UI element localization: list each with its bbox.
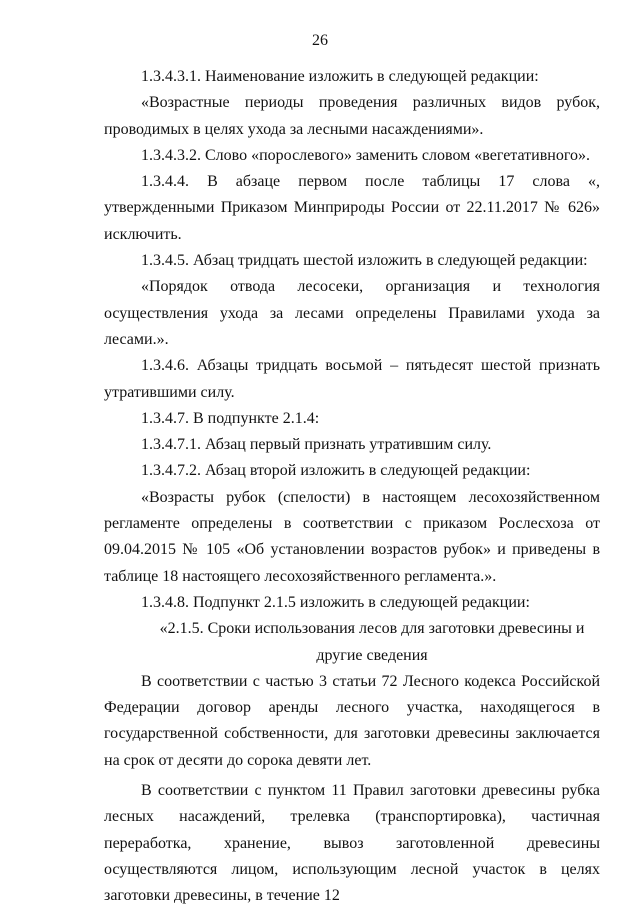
document-body (104, 64, 600, 910)
section-heading-2-1-5: «2.1.5. Сроки использования лесов для заготовки древесины и другие сведения (159, 620, 585, 664)
paragraph-1-3-4-8: 1.3.4.8. Подпункт 2.1.5 изложить в следующей редакции: (141, 593, 530, 611)
paragraph-harvesting-rules: В соответствии с пунктом 11 Правил заготовки древесины рубка лесных насаждений, трелевка (транспортировка), частичная переработка, хранение, вывоз заготовленной древесины осуществляются лицом, использующим лесной участок в целях заготовки древесины, в течение 12 (104, 782, 600, 905)
paragraph-1-3-4-7-2: 1.3.4.7.2. Абзац второй изложить в следующей редакции: (141, 462, 531, 480)
paragraph-quote-cutting-ages: «Возрасты рубок (спелости) в настоящем лесохозяйственном регламенте определены в соответствии с приказом Рослесхоза от 09.04.2015 № 105 «Об установлении возрастов рубок» и приведены в таблице 18 настоящего лесохозяйственного регламента.». (104, 488, 600, 585)
paragraph-1-3-4-6: 1.3.4.6. Абзацы тридцать восьмой – пятьдесят шестой признать утратившими силу. (104, 357, 600, 401)
paragraph-1-3-4-4: 1.3.4.4. В абзаце первом после таблицы 17 слова «, утвержденными Приказом Минприроды России от 22.11.2017 № 626» исключить. (104, 173, 600, 243)
paragraph-forest-code: В соответствии с частью 3 статьи 72 Лесного кодекса Российской Федерации договор аренды лесного участка, находящегося в государственной собственности, для заготовки древесины заключается на срок от десяти до сорока девяти лет. (104, 672, 600, 769)
paragraph-1-3-4-3-2: 1.3.4.3.2. Слово «порослевого» заменить словом «вегетативного». (141, 146, 590, 164)
paragraph-quote-age-periods: «Возрастные периоды проведения различных видов рубок, проводимых в целях ухода за лесными насаждениями». (104, 94, 600, 138)
page-number: 26 (312, 32, 328, 49)
paragraph-quote-cutting-area: «Порядок отвода лесосеки, организация и технология осуществления ухода за лесами определены Правилами ухода за лесами.». (104, 278, 600, 348)
paragraph-1-3-4-3-1: 1.3.4.3.1. Наименование изложить в следующей редакции: (141, 68, 539, 85)
paragraph-1-3-4-7-1: 1.3.4.7.1. Абзац первый признать утратившим силу. (141, 436, 492, 454)
paragraph-1-3-4-7: 1.3.4.7. В подпункте 2.1.4: (141, 409, 320, 427)
paragraph-1-3-4-5: 1.3.4.5. Абзац тридцать шестой изложить в следующей редакции: (141, 252, 588, 270)
